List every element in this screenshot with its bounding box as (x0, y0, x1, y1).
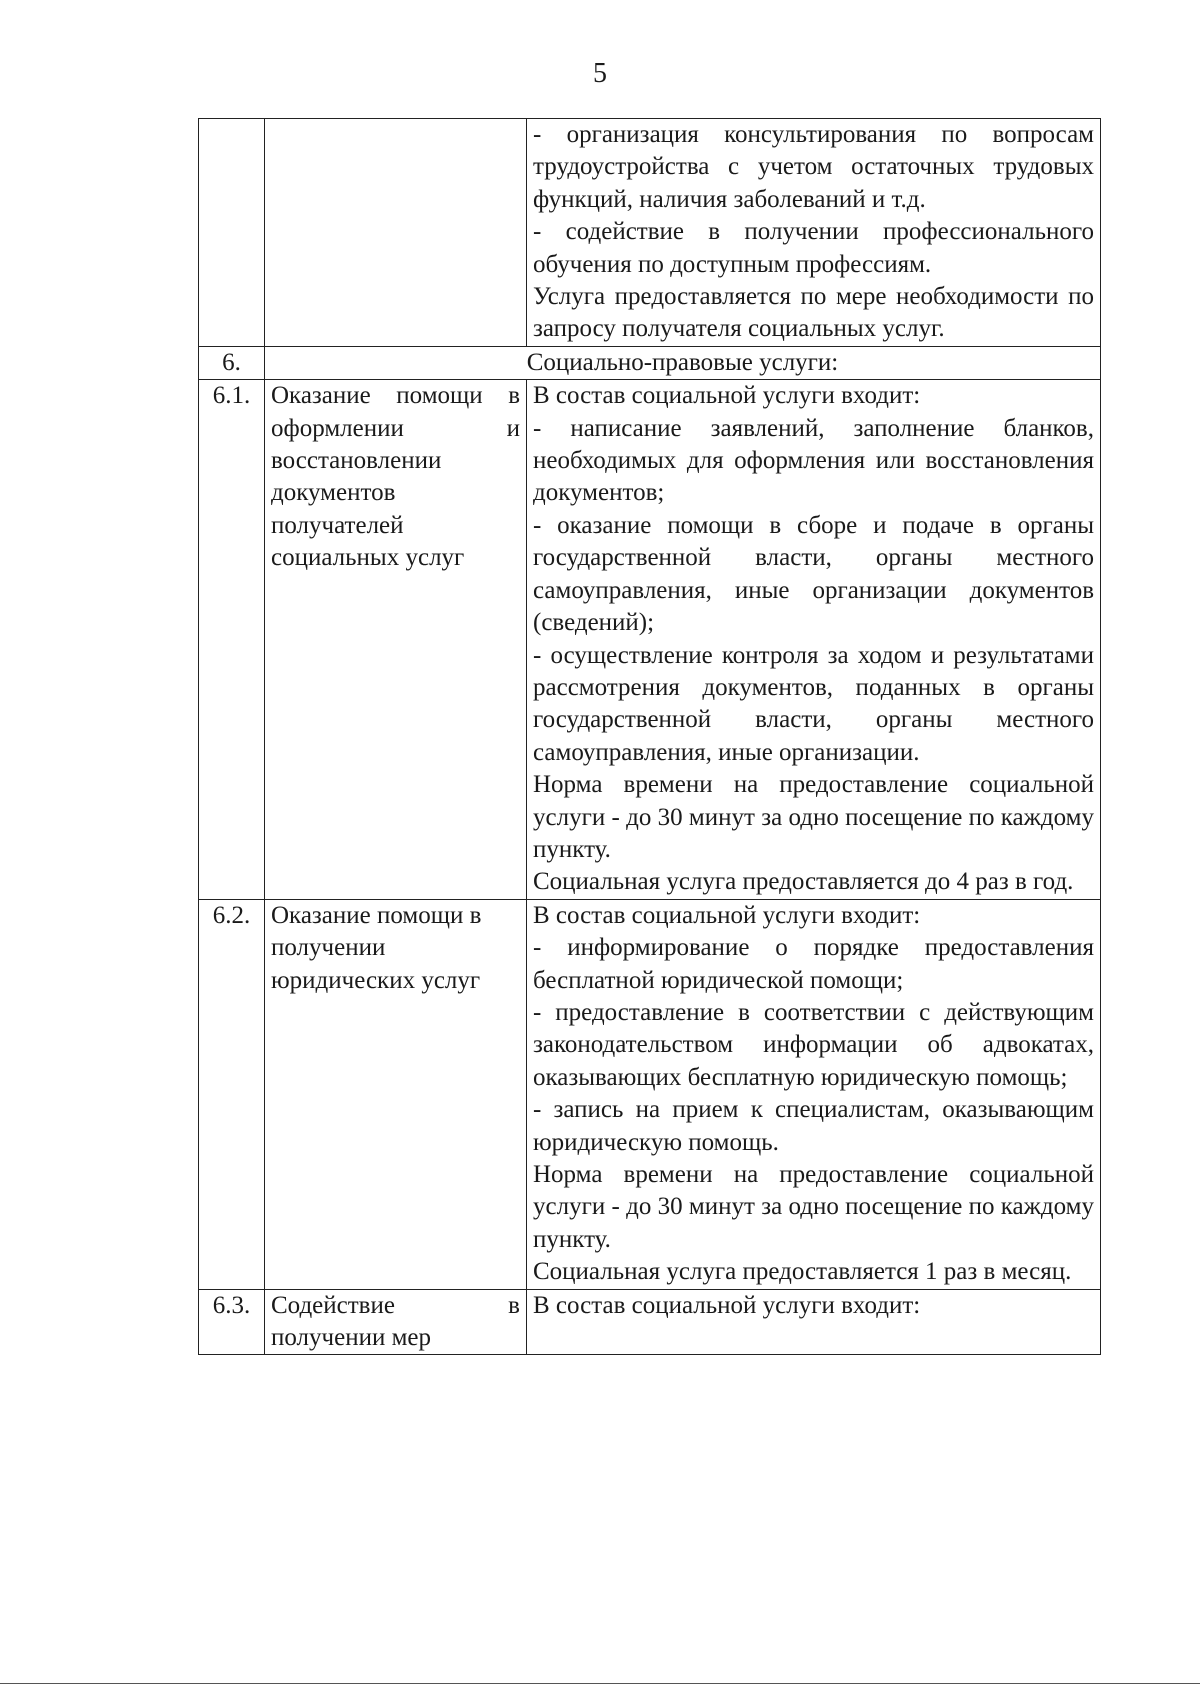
description-line: - написание заявлений, заполнение бланков, необходимых для оформления или восстановления документов; (533, 414, 1094, 507)
section-number: 6. (199, 346, 265, 379)
row-number: 6.1. (199, 380, 265, 900)
description-line: В состав социальной услуги входит: (533, 1291, 921, 1319)
description-line: - запись на прием к специалистам, оказывающим юридическую помощь. (533, 1096, 1094, 1156)
description-line: - осуществление контроля за ходом и результатами рассмотрения документов, поданных в органы государственной власти, органы местного самоуправления, иные организации. (533, 641, 1094, 766)
description-line: - содействие в получении профессионального обучения по доступным профессиям. (533, 218, 1094, 278)
row-number-cell (199, 119, 265, 347)
description-line: В состав социальной услуги входит: (533, 382, 921, 410)
row-number: 6.2. (199, 899, 265, 1289)
description-line: Социальная услуга предоставляется 1 раз в месяц. (533, 1258, 1072, 1286)
row-description-cell (527, 899, 1101, 1289)
row-name-cell (265, 119, 527, 347)
page-bottom-rule (0, 1683, 1200, 1684)
service-name: Оказание помощи в получении юридических услуг (265, 899, 527, 1289)
row-description-cell (527, 1289, 1101, 1355)
row-description-cell (527, 380, 1101, 900)
section-title: Социально-правовые услуги: (265, 346, 1101, 379)
description-line: - информирование о порядке предоставления бесплатной юридической помощи; (533, 934, 1094, 994)
description-line: Норма времени на предоставление социальной услуги - до 30 минут за одно посещение по каждому пункту. (533, 771, 1094, 863)
service-name: Оказание помощи в оформлении и восстановлении документов получателей социальных услуг (265, 380, 527, 900)
table-row-continuation (199, 119, 1101, 347)
table-row (199, 899, 1101, 1289)
table-row (199, 380, 1101, 900)
row-number: 6.3. (199, 1289, 265, 1355)
services-table (198, 118, 1101, 1355)
description-line: - оказание помощи в сборе и подаче в органы государственной власти, органы местного самоуправления, иные организации документов (сведений); (533, 511, 1094, 637)
description-line: Услуга предоставляется по мере необходимости по запросу получателя социальных услуг. (533, 283, 1094, 343)
description-line: Социальная услуга предоставляется до 4 раз в год. (533, 868, 1074, 896)
row-description-cell (527, 119, 1101, 347)
service-name: Содействие в получении мер (265, 1289, 527, 1355)
page-number: 5 (593, 58, 607, 89)
description-line: В состав социальной услуги входит: (533, 901, 921, 929)
description-line: - предоставление в соответствии с действующим законодательством информации об адвокатах, оказывающих бесплатную юридическую помощь; (533, 998, 1094, 1091)
table-row (199, 1289, 1101, 1355)
description-line: - организация консультирования по вопросам трудоустройства с учетом остаточных трудовых функций, наличия заболеваний и т.д. (533, 121, 1094, 213)
section-header-row (199, 346, 1101, 379)
description-line: Норма времени на предоставление социальной услуги - до 30 минут за одно посещение по каждому пункту. (533, 1161, 1094, 1253)
